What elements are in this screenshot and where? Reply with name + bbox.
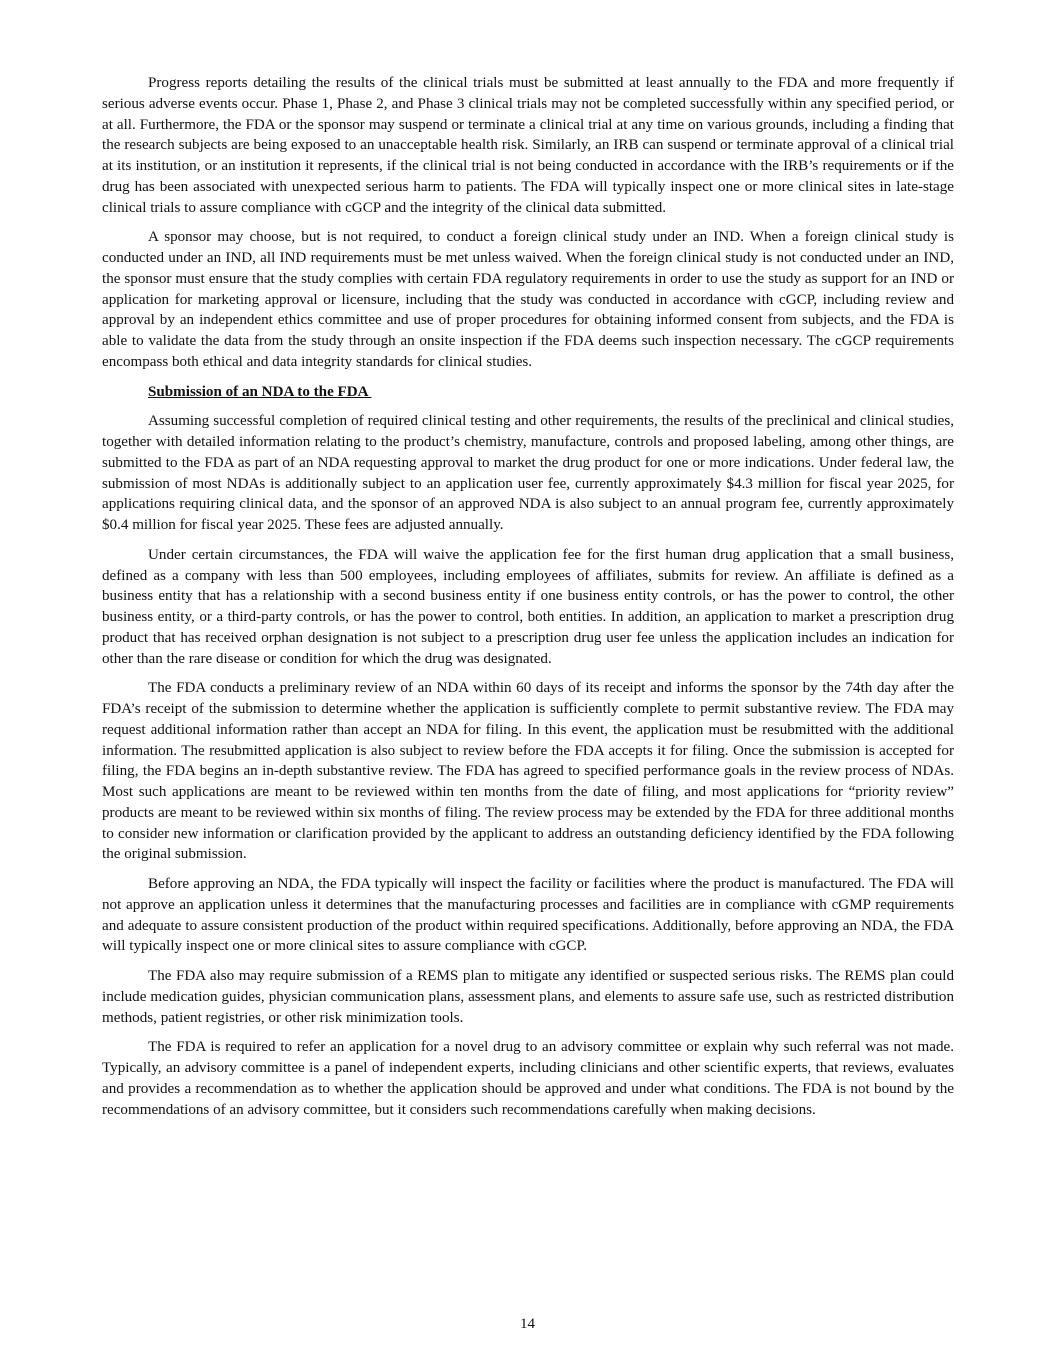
paragraph-preliminary-review: The FDA conducts a preliminary review of an NDA within 60 days of its receipt and informs the sponsor by the 74th day after the FDA’s receipt of the submission to determine whether the application is sufficiently complete to permit substantive review. The FDA may request additional information rather than accept an NDA for filing. In this event, the application must be resubmitted with the additional information. The resubmitted application is also subject to review before the FDA accepts it for filing. Once the submission is accepted for filing, the FDA begins an in-depth substantive review. The FDA has agreed to specified performance goals in the review process of NDAs. Most such applications are meant to be reviewed within ten months from the date of filing, and most applications for “priority review” products are meant to be reviewed within six months of filing. The review process may be extended by the FDA for three additional months to consider new information or clarification provided by the applicant to address an outstanding deficiency identified by the FDA following the original submission. [102,680,954,863]
paragraph-clinical-trial-progress: Progress reports detailing the results of the clinical trials must be submitted at least annually to the FDA and more frequently if serious adverse events occur. Phase 1, Phase 2, and Phase 3 clinical trials may not be completed successfully within any specified period, or at all. Furthermore, the FDA or the sponsor may suspend or terminate a clinical trial at any time on various grounds, including a finding that the research subjects are being exposed to an unacceptable health risk. Similarly, an IRB can suspend or terminate approval of a clinical trial at its institution, or an institution it represents, if the clinical trial is not being conducted in accordance with the IRB’s requirements or if the drug has been associated with unexpected serious harm to patients. The FDA will typically inspect one or more clinical sites in late-stage clinical trials to assure compliance with cGCP and the integrity of the clinical data submitted. [102,75,954,216]
page-number: 14 [519,1316,536,1332]
paragraph-rems-plan: The FDA also may require submission of a REMS plan to mitigate any identified or suspected serious risks. The REMS plan could include medication guides, physician communication plans, assessment plans, and elements to assure safe use, such as restricted distribution methods, patient registries, or other risk minimization tools. [102,968,954,1026]
document-body [102,73,954,1129]
paragraph-facility-inspection: Before approving an NDA, the FDA typically will inspect the facility or facilities where the product is manufactured. The FDA will not approve an application unless it determines that the manufacturing processes and facilities are in compliance with cGMP requirements and adequate to assure consistent production of the product within required specifications. Additionally, before approving an NDA, the FDA will typically inspect one or more clinical sites to assure compliance with cGCP. [102,876,954,955]
section-heading [102,382,954,403]
section-heading-text: Submission of an NDA to the FDA [148,383,372,400]
paragraph-foreign-clinical-study: A sponsor may choose, but is not required, to conduct a foreign clinical study under an IND. When a foreign clinical study is conducted under an IND, all IND requirements must be met unless waived. When the foreign clinical study is not conducted under an IND, the sponsor must ensure that the study complies with certain FDA regulatory requirements in order to use the study as support for an IND or application for marketing approval or licensure, including that the study was conducted in accordance with cGCP, including review and approval by an independent ethics committee and use of proper procedures for obtaining informed consent from subjects, and the FDA is able to validate the data from the study through an onsite inspection if the FDA deems such inspection necessary. The cGCP requirements encompass both ethical and data integrity standards for clinical studies. [102,229,954,370]
paragraph-advisory-committee: The FDA is required to refer an application for a novel drug to an advisory committee or explain why such referral was not made. Typically, an advisory committee is a panel of independent experts, including clinicians and other scientific experts, that reviews, evaluates and provides a recommendation as to whether the application should be approved and under what conditions. The FDA is not bound by the recommendations of an advisory committee, but it considers such recommendations carefully when making decisions. [102,1039,954,1118]
paragraph-fee-waiver: Under certain circumstances, the FDA will waive the application fee for the first human drug application that a small business, defined as a company with less than 500 employees, including employees of affiliates, submits for review. An affiliate is defined as a business entity that has a relationship with a second business entity if one business entity controls, or has the power to control, the other business entity, or a third-party controls, or has the power to control, both entities. In addition, an application to market a prescription drug product that has received orphan designation is not subject to a prescription drug user fee unless the application includes an indication for other than the rare disease or condition for which the drug was designated. [102,546,954,667]
paragraph-nda-submission: Assuming successful completion of required clinical testing and other requirements, the results of the preclinical and clinical studies, together with detailed information relating to the product’s chemistry, manufacture, controls and proposed labeling, among other things, are submitted to the FDA as part of an NDA requesting approval to market the drug product for one or more indications. Under federal law, the submission of most NDAs is additionally subject to an application user fee, currently approximately $4.3 million for fiscal year 2025, for applications requiring clinical data, and the sponsor of an approved NDA is also subject to an annual program fee, currently approximately $0.4 million for fiscal year 2025. These fees are adjusted annually. [102,413,954,533]
